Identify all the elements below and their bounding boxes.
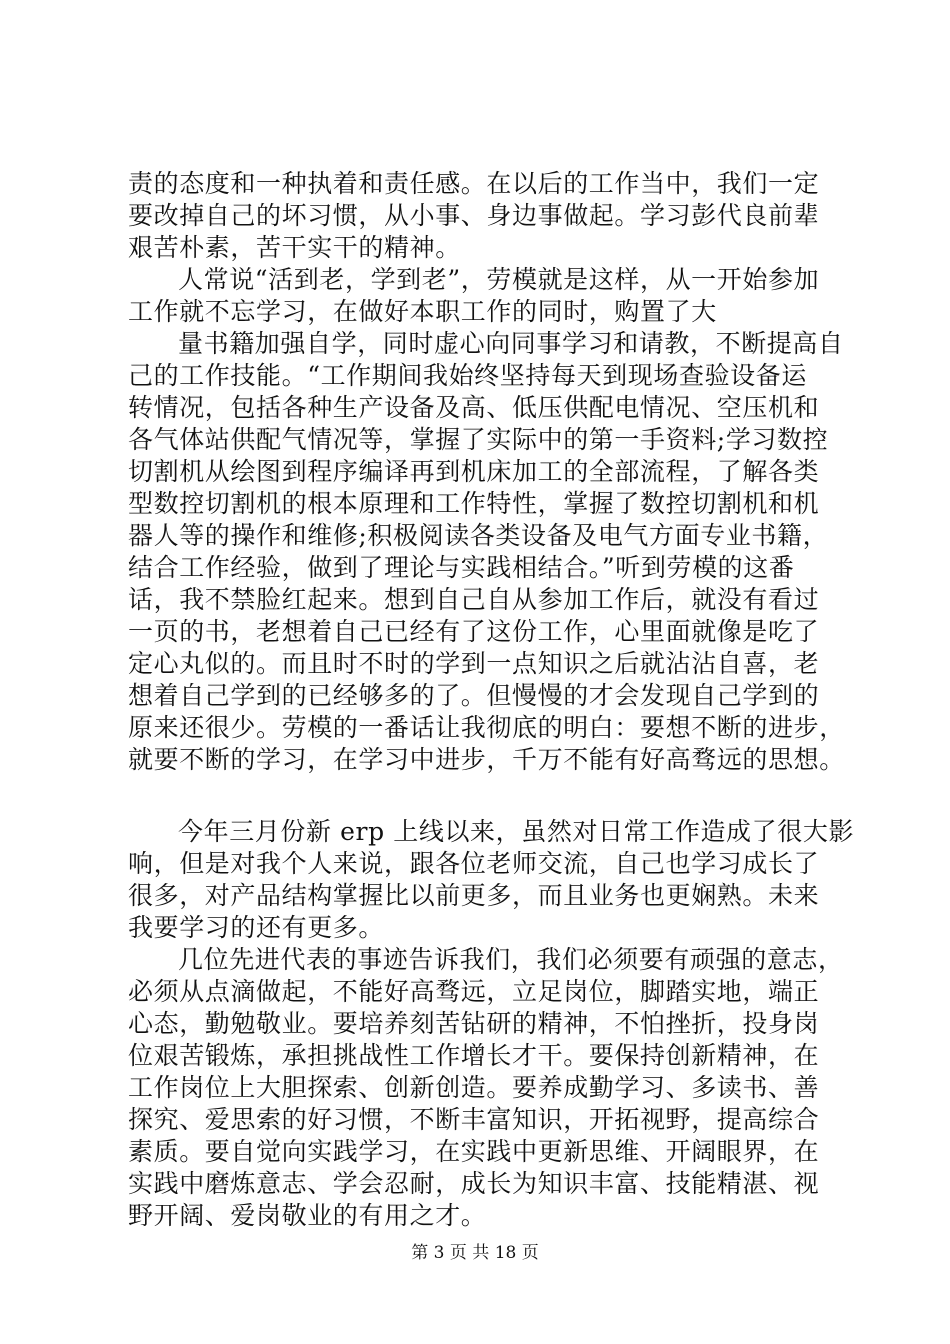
text-line: 型数控切割机的根本原理和工作特性，掌握了数控切割机和机: [128, 489, 820, 518]
text-line: 结合工作经验，做到了理论与实践相结合。”听到劳模的这番: [128, 553, 795, 582]
text-line: 各气体站供配气情况等，掌握了实际中的第一手资料;学习数控: [128, 425, 829, 454]
text-line: 工作就不忘学习，在做好本职工作的同时，购置了大: [128, 297, 717, 326]
text-line: 定心丸似的。而且时不时的学到一点知识之后就沾沾自喜，老: [128, 649, 820, 678]
text-line: 人常说“活到老，学到老”，劳模就是这样，从一开始参加: [178, 265, 820, 294]
document-body: [128, 168, 855, 1232]
paragraph-gap: [128, 776, 828, 816]
text-line: 己的工作技能。“工作期间我始终坚持每天到现场查验设备运: [128, 361, 807, 390]
text-line: 责的态度和一种执着和责任感。在以后的工作当中，我们一定: [128, 169, 820, 198]
text-line: 工作岗位上大胆探索、创新创造。要养成勤学习、多读书、善: [128, 1073, 820, 1102]
text-line: 实践中磨炼意志、学会忍耐，成长为知识丰富、技能精湛、视: [128, 1169, 820, 1198]
page-footer: 第 3 页 共 18 页: [411, 1243, 539, 1263]
text-line: 今年三月份新 erp 上线以来，虽然对日常工作造成了很大影: [178, 817, 855, 846]
text-line: 素质。要自觉向实践学习，在实践中更新思维、开阔眼界，在: [128, 1137, 820, 1166]
text-line: 一页的书，老想着自己已经有了这份工作，心里面就像是吃了: [128, 617, 820, 646]
text-line: 想着自己学到的已经够多的了。但慢慢的才会发现自己学到的: [128, 681, 820, 710]
text-line: 原来还很少。劳模的一番话让我彻底的明白：要想不断的进步，: [128, 713, 845, 742]
text-line: 就要不断的学习，在学习中进步，千万不能有好高骛远的思想。: [128, 745, 845, 774]
text-line: 转情况，包括各种生产设备及高、低压供配电情况、空压机和: [128, 393, 820, 422]
text-line: 探究、爱思索的好习惯，不断丰富知识，开拓视野，提高综合: [128, 1105, 820, 1134]
text-line: 野开阔、爱岗敬业的有用之才。: [128, 1201, 487, 1230]
text-line: 器人等的操作和维修;积极阅读各类设备及电气方面专业书籍，: [128, 521, 829, 550]
text-line: 艰苦朴素，苦干实干的精神。: [128, 233, 461, 262]
text-line: 必须从点滴做起，不能好高骛远，立足岗位，脚踏实地，端正: [128, 977, 820, 1006]
text-line: 心态，勤勉敬业。要培养刻苦钻研的精神，不怕挫折，投身岗: [128, 1009, 820, 1038]
text-line: 很多，对产品结构掌握比以前更多，而且业务也更娴熟。未来: [128, 881, 820, 910]
text-line: 位艰苦锻炼，承担挑战性工作增长才干。要保持创新精神，在: [128, 1041, 820, 1070]
text-line: 切割机从绘图到程序编译再到机床加工的全部流程，了解各类: [128, 457, 820, 486]
text-line: 量书籍加强自学，同时虚心向同事学习和请教，不断提高自: [178, 329, 844, 358]
text-line: 要改掉自己的坏习惯，从小事、身边事做起。学习彭代良前辈: [128, 201, 820, 230]
text-line: 我要学习的还有更多。: [128, 913, 385, 942]
text-line: 话，我不禁脸红起来。想到自己自从参加工作后，就没有看过: [128, 585, 820, 614]
text-line: 几位先进代表的事迹告诉我们，我们必须要有顽强的意志，: [178, 945, 844, 974]
text-line: 响，但是对我个人来说，跟各位老师交流，自己也学习成长了: [128, 849, 820, 878]
